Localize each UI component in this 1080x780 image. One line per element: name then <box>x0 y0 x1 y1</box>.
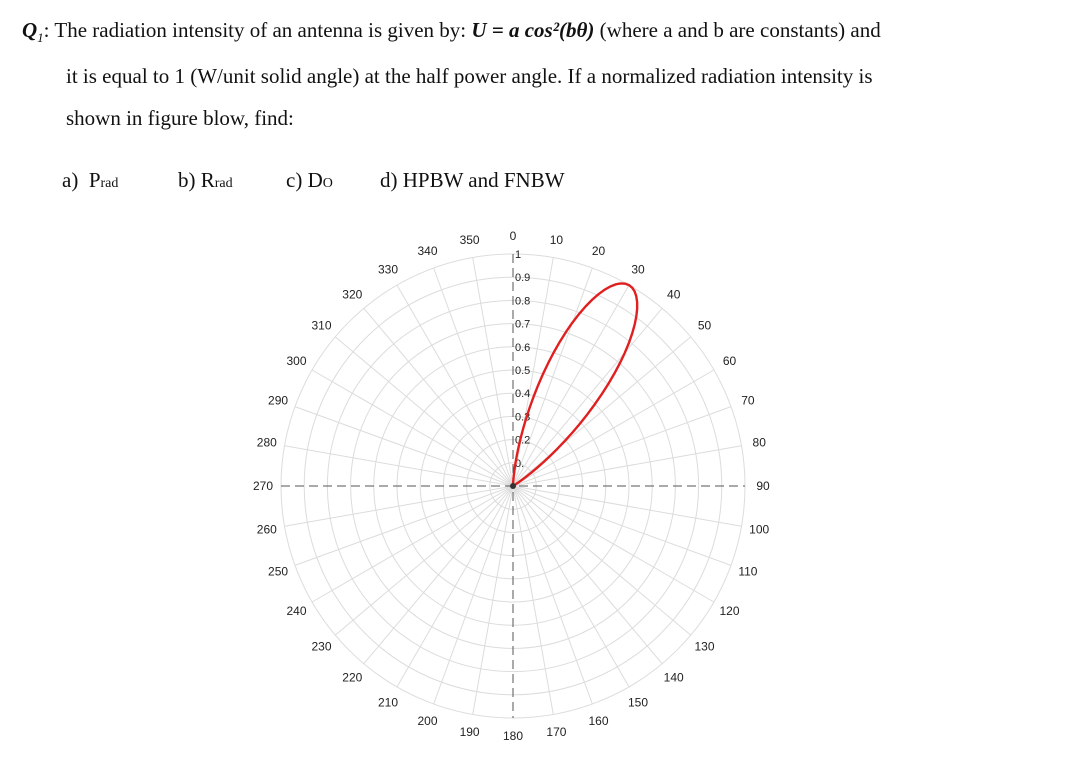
angle-label: 50 <box>697 318 712 333</box>
angle-label: 20 <box>591 244 606 259</box>
angle-label: 110 <box>738 564 758 579</box>
radial-label: 0.2 <box>515 434 531 447</box>
angle-label: 10 <box>549 232 564 247</box>
angle-label: 320 <box>342 287 363 302</box>
angle-label: 70 <box>741 393 755 408</box>
question-line-3: shown in figure blow, find: <box>66 106 294 130</box>
angle-label: 170 <box>546 725 567 740</box>
radial-label: 0.6 <box>515 341 531 354</box>
angle-label: 140 <box>663 670 684 685</box>
angle-label: 30 <box>631 262 645 277</box>
radial-label: 0.8 <box>515 295 531 308</box>
angle-label: 290 <box>268 393 289 408</box>
radial-label: 0.9 <box>515 272 531 285</box>
angle-label: 220 <box>342 670 363 685</box>
radial-label: 0.7 <box>515 318 531 331</box>
angle-label: 100 <box>749 522 770 537</box>
radial-label: 0.3 <box>515 411 531 424</box>
angle-label: 350 <box>459 232 480 247</box>
radial-label: 0.4 <box>515 388 531 401</box>
part-a: a) Prad <box>62 168 119 192</box>
angle-label: 230 <box>311 639 332 654</box>
radial-label: 0.5 <box>515 365 531 377</box>
angle-label: 150 <box>627 695 649 710</box>
angle-label: 90 <box>756 479 770 493</box>
angle-label: 240 <box>286 604 307 618</box>
angle-label: 280 <box>256 435 277 450</box>
angle-label: 120 <box>719 604 740 618</box>
angle-label: 340 <box>417 244 438 259</box>
question-line-2: it is equal to 1 (W/unit solid angle) at the half power angle. If a normalized radiation intensity is <box>66 64 873 88</box>
angle-label: 300 <box>286 354 307 368</box>
question-text-pre: : The radiation intensity of an antenna is given by: <box>43 18 472 42</box>
angle-label: 80 <box>752 435 766 450</box>
angle-label: 250 <box>268 564 289 579</box>
angle-label: 40 <box>667 287 681 302</box>
angle-label: 330 <box>377 262 399 277</box>
angle-label: 260 <box>256 522 277 537</box>
angle-label: 130 <box>694 639 715 654</box>
question-label: $Q_1$ <box>22 18 44 46</box>
part-d: d) HPBW and FNBW <box>380 168 565 192</box>
part-c: c) DO <box>286 168 333 192</box>
radial-label: 1 <box>515 249 522 261</box>
part-b: b) Rrad <box>178 168 233 192</box>
angle-label: 160 <box>588 713 609 728</box>
radial-label: 0. <box>515 457 525 470</box>
angle-label: 180 <box>502 729 524 743</box>
angle-label: 310 <box>311 318 332 333</box>
angle-label: 270 <box>252 479 274 493</box>
angle-label: 200 <box>417 713 438 728</box>
angle-label: 210 <box>377 695 399 710</box>
angle-label: 0 <box>509 229 517 243</box>
formula: U = a cos²(bθ) <box>471 18 595 42</box>
origin-dot <box>510 483 516 489</box>
angle-label: 60 <box>722 354 737 368</box>
angle-label: 190 <box>459 725 480 740</box>
question-text-post: (where a and b are constants) and <box>594 18 881 42</box>
